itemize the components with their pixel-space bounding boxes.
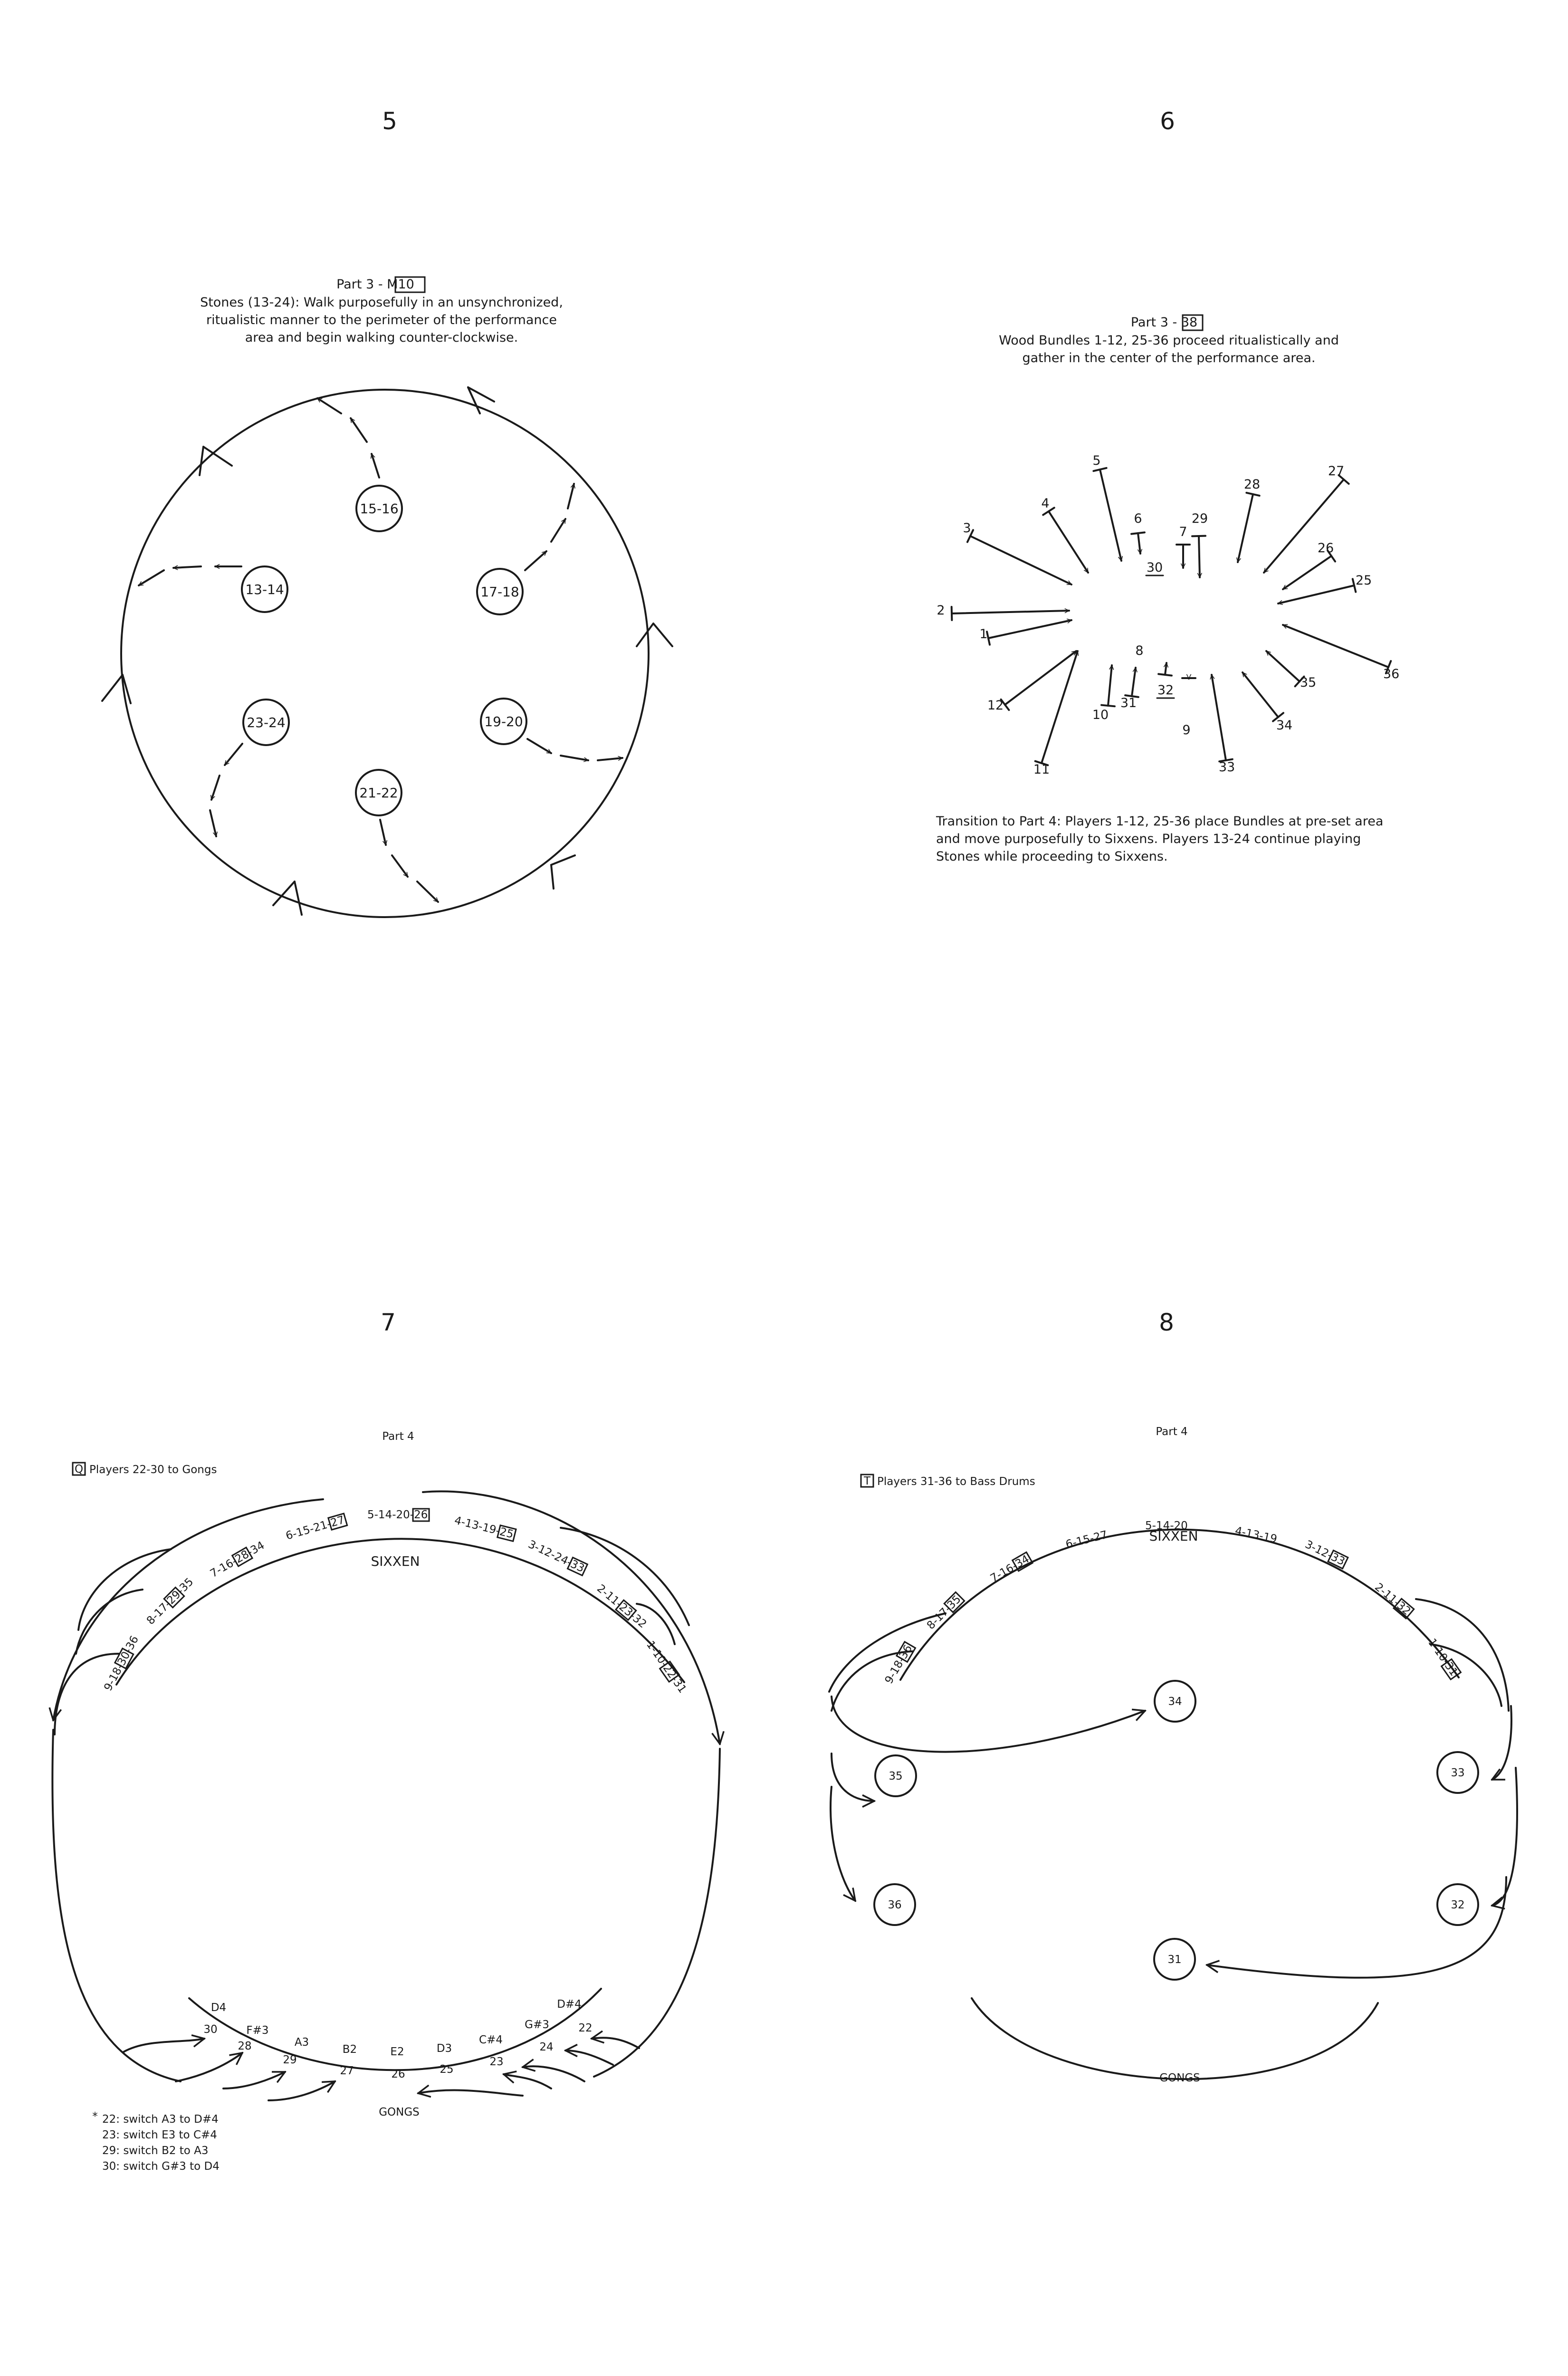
bundle-arrow bbox=[1264, 479, 1344, 573]
sixxen-position bbox=[1145, 1520, 1188, 1532]
move-arrow bbox=[1207, 1877, 1506, 1978]
position-box: 28 bbox=[233, 1548, 251, 1566]
position-box: 33 bbox=[1329, 1551, 1347, 1568]
path-arrow bbox=[527, 739, 551, 753]
flow-curve bbox=[55, 1654, 119, 1734]
player-marker bbox=[242, 566, 287, 612]
cue-mark: T bbox=[863, 1475, 871, 1487]
gong-note: D3 bbox=[436, 2042, 452, 2055]
right-perimeter bbox=[594, 1749, 720, 2077]
caption-line: area and begin walking counter-clockwise. bbox=[245, 330, 518, 345]
player-number: 32 bbox=[1157, 683, 1174, 698]
sixxen-position bbox=[102, 1634, 141, 1693]
path-arrow bbox=[417, 881, 438, 902]
path-arrow bbox=[351, 418, 367, 442]
sixxen-position bbox=[594, 1582, 649, 1631]
position-box: 34 bbox=[1013, 1552, 1032, 1571]
walking-path bbox=[139, 566, 241, 585]
path-arrow bbox=[598, 758, 622, 760]
bundle-arrow bbox=[988, 620, 1071, 638]
bundle-arrow bbox=[1266, 651, 1300, 681]
player-number: 6 bbox=[1134, 511, 1142, 526]
gong-note: E2 bbox=[390, 2046, 404, 2058]
caption-line: Wood Bundles 1-12, 25-36 proceed ritualistically and bbox=[999, 333, 1339, 348]
diagram-page-8 bbox=[829, 1309, 1517, 2084]
player-number: 8 bbox=[1135, 643, 1144, 658]
player-number: 4 bbox=[1041, 496, 1050, 511]
position-box: 32 bbox=[1394, 1599, 1413, 1618]
position-players: 4-13-19 bbox=[1233, 1524, 1278, 1546]
sixxen-position-label bbox=[102, 1634, 141, 1693]
caption-lead-text: Part 3 - bbox=[1130, 315, 1181, 330]
position-box: 27 bbox=[329, 1514, 346, 1530]
position-players: 8-17- bbox=[144, 1598, 174, 1628]
footnote-mark: * bbox=[92, 2110, 98, 2123]
move-arrow bbox=[1492, 1706, 1511, 1780]
gong-player: 22 bbox=[578, 2022, 593, 2034]
sixxen-position bbox=[284, 1514, 347, 1542]
bundle-arrow bbox=[1212, 675, 1226, 760]
position-tail: -31 bbox=[668, 1674, 689, 1696]
gong-positions bbox=[203, 1998, 592, 2080]
sixxen-position-label bbox=[594, 1582, 649, 1631]
walking-path bbox=[317, 398, 379, 478]
move-arrow bbox=[1492, 1768, 1517, 1906]
ccw-arrowhead bbox=[637, 623, 672, 646]
gong-player: 30 bbox=[203, 2023, 218, 2036]
sixxen-position-label bbox=[1145, 1520, 1188, 1532]
position-players: 8-17- bbox=[924, 1603, 954, 1632]
sixxen-position bbox=[1064, 1529, 1109, 1551]
caption-line: Stones (13-24): Walk purposefully in an unsynchronized, bbox=[200, 295, 563, 310]
footnote: 23: switch E3 to C#4 bbox=[102, 2129, 217, 2141]
drum-label: 31 bbox=[1167, 1954, 1182, 1966]
position-tail: -34 bbox=[245, 1539, 267, 1559]
position-players: 5-14-20- bbox=[367, 1509, 414, 1521]
position-box: 30 bbox=[115, 1649, 133, 1668]
walking-path bbox=[527, 739, 622, 760]
path-arrow bbox=[380, 820, 386, 845]
path-arrow bbox=[211, 776, 220, 800]
bundle-player bbox=[1283, 625, 1399, 681]
player-marker bbox=[477, 569, 523, 614]
bundle-player bbox=[1146, 560, 1163, 575]
gong-player: 29 bbox=[283, 2054, 297, 2066]
ccw-arrowhead bbox=[102, 675, 131, 703]
caption-line: ritualistic manner to the perimeter of the performance bbox=[206, 313, 557, 327]
sixxen-position bbox=[144, 1576, 196, 1627]
page-number: 8 bbox=[1159, 1309, 1174, 1336]
bundle-player bbox=[963, 521, 1071, 584]
path-arrow bbox=[317, 398, 341, 413]
path-arrow bbox=[525, 551, 546, 570]
gong-player: 23 bbox=[489, 2056, 504, 2068]
cue-text: Players 31-36 to Bass Drums bbox=[877, 1475, 1035, 1488]
page-number: 5 bbox=[382, 107, 397, 135]
bundle-player bbox=[1120, 668, 1138, 710]
player-number: 30 bbox=[1146, 560, 1163, 575]
sixxen-position bbox=[1372, 1581, 1414, 1619]
path-arrow bbox=[551, 519, 565, 542]
left-perimeter bbox=[52, 1730, 181, 2081]
sixxen-label: SIXXEN bbox=[371, 1553, 420, 1569]
sixxen-position bbox=[644, 1639, 688, 1696]
bundle-arrow bbox=[1283, 556, 1331, 589]
position-box: 36 bbox=[897, 1643, 915, 1661]
caption-lead bbox=[336, 277, 414, 292]
transition-line: Stones while proceeding to Sixxens. bbox=[936, 849, 1168, 864]
path-arrow bbox=[392, 855, 408, 877]
bundle-player bbox=[1041, 496, 1088, 573]
page-number: 6 bbox=[1160, 107, 1175, 135]
position-box: 26 bbox=[414, 1509, 428, 1521]
move-arrow bbox=[832, 1696, 1145, 1752]
bundle-player bbox=[1131, 511, 1145, 554]
cue-mark: Q bbox=[74, 1463, 84, 1475]
gong-note: B2 bbox=[342, 2043, 357, 2056]
sixxen-position-label bbox=[144, 1576, 196, 1627]
bundle-arrow bbox=[1165, 663, 1166, 675]
gong-note: A3 bbox=[294, 2036, 309, 2049]
bundle-arrow bbox=[1278, 585, 1354, 604]
bundle-player bbox=[1266, 651, 1316, 690]
bass-drum bbox=[1437, 1884, 1478, 1925]
drum-label: 34 bbox=[1168, 1696, 1182, 1708]
bundle-player bbox=[979, 620, 1071, 645]
bundle-arrow bbox=[952, 611, 1069, 613]
ccw-arrowhead bbox=[551, 855, 575, 889]
position-players: 2-11- bbox=[594, 1582, 625, 1610]
bundle-arrow bbox=[1005, 651, 1076, 705]
player-number: 10 bbox=[1092, 708, 1109, 722]
player-number: 12 bbox=[987, 698, 1004, 713]
caption-lead-text: Part 3 - bbox=[336, 277, 387, 292]
player-label: 23-24 bbox=[247, 715, 286, 730]
sixxen-position-label bbox=[526, 1538, 586, 1575]
bundle-player bbox=[1192, 511, 1208, 577]
footnote: 22: switch A3 to D#4 bbox=[102, 2113, 219, 2126]
bundle-arrow bbox=[1049, 511, 1088, 573]
position-players: 9-18- bbox=[102, 1662, 126, 1693]
bundle-player bbox=[1176, 525, 1190, 568]
gongs-label: GONGS bbox=[1159, 2072, 1200, 2084]
position-box: 23 bbox=[616, 1600, 635, 1619]
move-arrow bbox=[268, 2081, 335, 2100]
sixxen-position-label bbox=[988, 1553, 1032, 1585]
path-arrow bbox=[225, 744, 242, 765]
sixxen-position bbox=[925, 1592, 965, 1632]
player-number: 25 bbox=[1355, 573, 1372, 588]
player-number: 2 bbox=[937, 603, 945, 618]
move-arrow bbox=[831, 1787, 855, 1901]
position-box: 29 bbox=[164, 1588, 183, 1607]
bundle-arrow bbox=[1238, 494, 1253, 562]
move-arrow bbox=[504, 2074, 551, 2089]
position-players: 2-11- bbox=[1372, 1581, 1403, 1609]
sixxen-position-label bbox=[208, 1539, 267, 1580]
player-number: 7 bbox=[1179, 525, 1187, 539]
sixxen-position bbox=[526, 1538, 587, 1576]
position-players: 3-12- bbox=[1303, 1538, 1335, 1562]
path-arrow bbox=[372, 454, 379, 478]
position-players: 3-12-24- bbox=[526, 1538, 574, 1569]
transition-line: Transition to Part 4: Players 1-12, 25-36 place Bundles at pre-set area bbox=[936, 814, 1384, 829]
walking-path bbox=[525, 484, 574, 570]
position-players: 7-16- bbox=[988, 1560, 1020, 1585]
position-tail: -35 bbox=[174, 1575, 196, 1597]
position-tail: -36 bbox=[122, 1634, 142, 1656]
move-arrow bbox=[418, 2090, 523, 2096]
gong-player: 27 bbox=[340, 2065, 354, 2077]
path-arrow bbox=[139, 570, 164, 585]
bundle-arrow bbox=[970, 536, 1071, 584]
bundle-player bbox=[1264, 464, 1349, 573]
diagram-page-5 bbox=[102, 107, 672, 917]
bundle-player bbox=[1278, 573, 1372, 604]
bundle-arrow bbox=[1108, 665, 1112, 706]
drum-label: 36 bbox=[888, 1899, 902, 1911]
gong-note: F#3 bbox=[246, 2024, 269, 2037]
gong-note: D4 bbox=[210, 2002, 227, 2014]
sixxen-position-label bbox=[1425, 1637, 1460, 1678]
sixxen-position-label bbox=[925, 1593, 964, 1632]
gong-player: 28 bbox=[238, 2040, 252, 2052]
position-box: 31 bbox=[1442, 1660, 1460, 1678]
path-arrow bbox=[568, 484, 574, 508]
bundle-player bbox=[1092, 453, 1121, 561]
sixxen-position bbox=[1425, 1637, 1461, 1680]
player-number: 33 bbox=[1218, 760, 1235, 775]
move-arrow bbox=[592, 2038, 639, 2048]
rehearsal-mark: M10 bbox=[387, 277, 414, 292]
position-tail: -32 bbox=[627, 1610, 649, 1631]
sixxen-label: SIXXEN bbox=[1149, 1528, 1198, 1544]
bundle-player bbox=[1157, 663, 1174, 698]
diagram-page-7 bbox=[52, 1309, 720, 2173]
bundle-arrow bbox=[1199, 536, 1200, 577]
part-label: Part 4 bbox=[1156, 1426, 1188, 1438]
ccw-arrowhead bbox=[468, 387, 494, 413]
bundle-arrow bbox=[1042, 651, 1078, 763]
position-box: 33 bbox=[568, 1558, 586, 1575]
player-number: 28 bbox=[1243, 477, 1261, 492]
diagram-page-6 bbox=[936, 107, 1399, 864]
position-players: 6-15-21- bbox=[284, 1517, 333, 1542]
sixxen-position bbox=[1234, 1524, 1278, 1545]
bundle-arrow bbox=[1100, 469, 1121, 561]
bundle-player bbox=[937, 603, 1069, 620]
bundle-player bbox=[1033, 651, 1078, 777]
position-box: 22 bbox=[660, 1662, 679, 1681]
player-marker bbox=[356, 486, 402, 531]
bundle-arrows bbox=[937, 453, 1399, 777]
bundle-arrow bbox=[1243, 672, 1278, 717]
gongs-arc bbox=[972, 1998, 1378, 2079]
player-number: 26 bbox=[1317, 541, 1334, 556]
sixxen-position-label bbox=[453, 1514, 515, 1541]
player-label: 13-14 bbox=[245, 582, 284, 597]
position-players: 9-18- bbox=[882, 1655, 908, 1686]
drum-label: 35 bbox=[889, 1770, 903, 1782]
sixxen-position-label bbox=[1234, 1524, 1278, 1545]
gong-note: D#4 bbox=[557, 1998, 582, 2011]
walking-path bbox=[380, 820, 438, 902]
sixxen-position bbox=[988, 1552, 1033, 1585]
gong-player: 24 bbox=[539, 2041, 554, 2053]
player-label: 19-20 bbox=[484, 714, 523, 729]
move-arrow bbox=[124, 2039, 204, 2052]
move-arrow bbox=[223, 2072, 285, 2089]
player-marker bbox=[481, 699, 526, 744]
transition-line: and move purposefully to Sixxens. Players 13-24 continue playing bbox=[936, 832, 1361, 846]
caption-lead bbox=[1131, 315, 1197, 330]
sixxen-position bbox=[208, 1539, 267, 1580]
player-number: 5 bbox=[1092, 453, 1101, 468]
bundle-player bbox=[1182, 678, 1195, 738]
sixxen-position bbox=[1303, 1538, 1348, 1569]
caption-line: gather in the center of the performance area. bbox=[1022, 351, 1316, 365]
bundle-player bbox=[1135, 643, 1143, 658]
bundle-player bbox=[1238, 477, 1260, 562]
sixxen-position-label bbox=[644, 1639, 688, 1696]
player-number: 9 bbox=[1182, 723, 1191, 738]
sixxen-position-label bbox=[367, 1509, 428, 1521]
bundle-player bbox=[1243, 672, 1292, 733]
player-number: 1 bbox=[979, 627, 988, 642]
sixxen-position-label bbox=[1372, 1581, 1413, 1618]
position-box: 25 bbox=[498, 1525, 515, 1541]
player-label: 21-22 bbox=[359, 785, 398, 801]
gong-note: C#4 bbox=[479, 2034, 503, 2046]
bundle-arrow bbox=[1283, 625, 1388, 667]
player-number: 3 bbox=[963, 521, 971, 536]
rehearsal-mark: 38 bbox=[1181, 315, 1198, 330]
bundle-player bbox=[1092, 665, 1115, 722]
bundle-player bbox=[1283, 541, 1335, 589]
cue-text: Players 22-30 to Gongs bbox=[89, 1464, 217, 1476]
move-arrow bbox=[832, 1753, 874, 1801]
part-label: Part 4 bbox=[382, 1430, 414, 1443]
position-players: 5-14-20 bbox=[1145, 1520, 1188, 1532]
walking-path bbox=[210, 744, 242, 836]
position-players: 4-13-19- bbox=[453, 1514, 502, 1538]
footnote: 29: switch B2 to A3 bbox=[102, 2145, 209, 2157]
position-players: 1-10- bbox=[1425, 1636, 1453, 1667]
path-arrow bbox=[210, 810, 216, 836]
player-number: 31 bbox=[1120, 696, 1137, 710]
player-number: 35 bbox=[1300, 675, 1317, 690]
drum-label: 33 bbox=[1451, 1767, 1465, 1779]
move-arrow bbox=[53, 1499, 323, 1720]
sixxen-position bbox=[453, 1514, 516, 1542]
bass-drum bbox=[1155, 1681, 1195, 1722]
sixxen-position bbox=[367, 1509, 429, 1521]
player-number: 29 bbox=[1191, 511, 1208, 526]
bass-drum bbox=[1437, 1752, 1478, 1793]
bundle-arrow bbox=[1138, 533, 1140, 554]
bass-drum bbox=[874, 1884, 915, 1925]
player-marker bbox=[243, 699, 289, 745]
player-number: 27 bbox=[1328, 464, 1345, 479]
sixxen-position-label bbox=[1064, 1529, 1109, 1551]
drum-label: 32 bbox=[1451, 1899, 1465, 1911]
move-arrow bbox=[565, 2050, 613, 2065]
bass-drum bbox=[1154, 1939, 1195, 1980]
sixxen-arc bbox=[900, 1530, 1459, 1680]
position-players: 7-16- bbox=[208, 1555, 239, 1581]
page-number: 7 bbox=[381, 1309, 396, 1336]
gong-player: 25 bbox=[440, 2063, 454, 2076]
player-label: 15-16 bbox=[360, 501, 399, 517]
player-marker bbox=[356, 770, 402, 815]
player-number: 34 bbox=[1276, 718, 1293, 733]
player-number: 36 bbox=[1383, 667, 1400, 681]
move-arrow bbox=[176, 2053, 242, 2081]
bass-drum bbox=[875, 1755, 916, 1796]
footnote: 30: switch G#3 to D4 bbox=[102, 2160, 220, 2173]
gong-player: 26 bbox=[391, 2068, 405, 2080]
position-box: 35 bbox=[945, 1593, 964, 1612]
gong-note: G#3 bbox=[525, 2019, 549, 2031]
player-number: 11 bbox=[1033, 762, 1050, 777]
gongs-label: GONGS bbox=[379, 2106, 420, 2118]
path-arrow bbox=[561, 756, 588, 760]
bundle-player bbox=[987, 651, 1076, 713]
bundle-arrow bbox=[1132, 668, 1136, 696]
position-players: 1-10- bbox=[644, 1638, 671, 1670]
bundle-player bbox=[1212, 675, 1235, 775]
sixxen-positions bbox=[883, 1520, 1461, 1686]
path-arrow bbox=[173, 566, 201, 568]
player-label: 17-18 bbox=[480, 584, 519, 600]
position-players: 6-15-27 bbox=[1064, 1528, 1109, 1551]
